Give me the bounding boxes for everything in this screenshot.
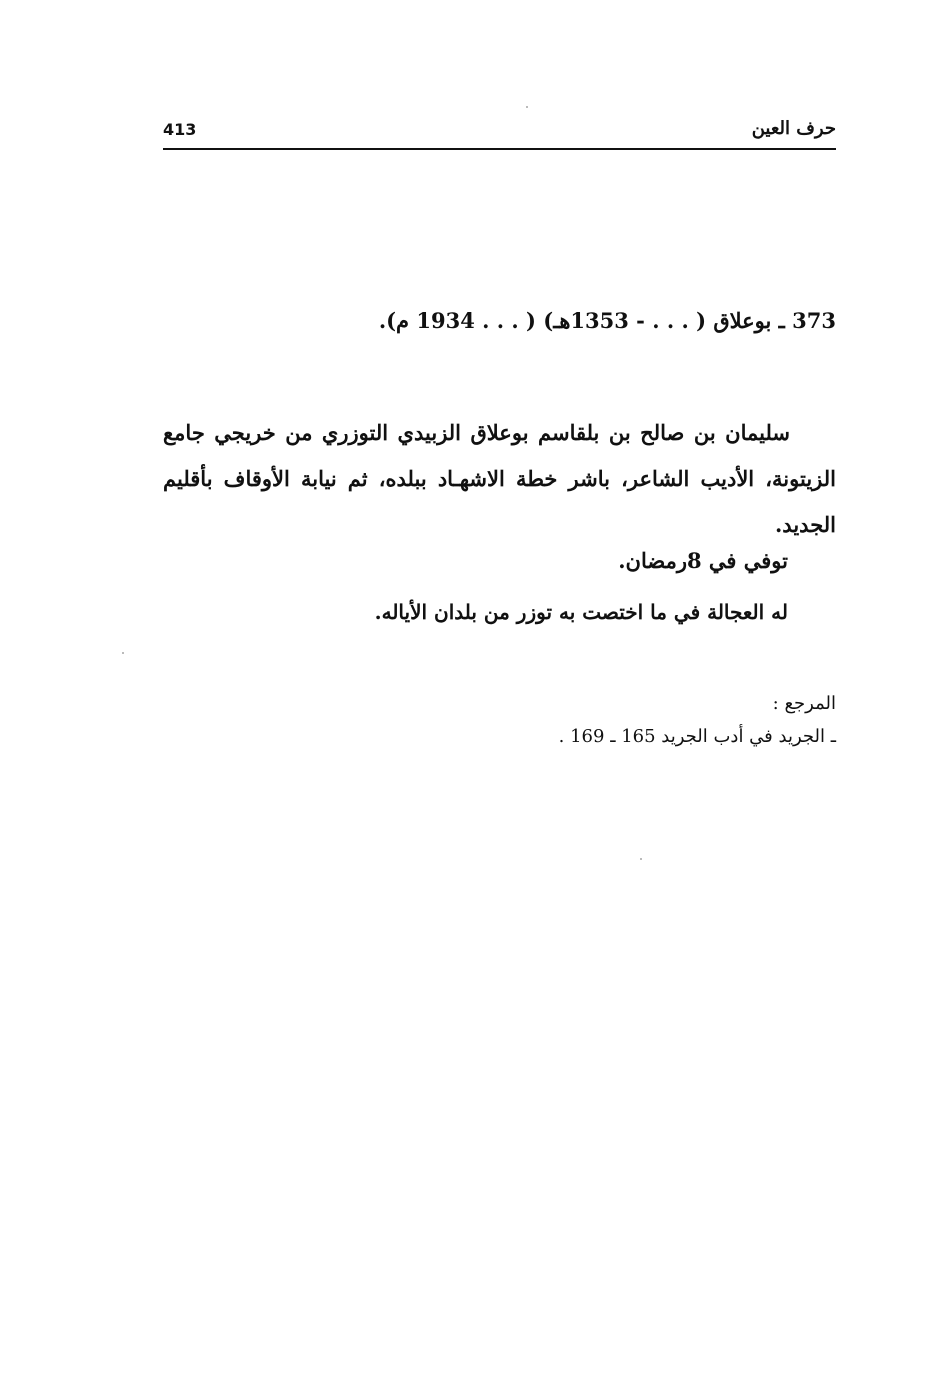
header-rule [163,148,836,150]
page-number: 413 [163,120,197,139]
scan-speck [640,858,642,860]
reference-item: ـ الجريد في أدب الجريد 165 ـ 169 . [558,726,836,747]
entry-death-date: توفي في 8رمضان. [618,548,788,573]
running-head: حرف العين [751,118,836,139]
references-heading: المرجع : [772,693,836,714]
entry-title: 373 ـ بوعلاق ( . . . - 1353هـ) ( . . . 1934 م). [378,308,836,333]
scan-speck [526,106,528,108]
scan-speck [122,652,124,654]
entry-biography: سليمان بن صالح بن بلقاسم بوعلاق الزبيدي التوزري من خريجي جامع الزيتونة، الأديب الشاعر، باشر خطة الاشهـاد ببلده، ثم نيابة الأوقاف بأقليم الجديد. [163,420,836,537]
page-header [163,118,836,148]
entry-works: له العجالة في ما اختصت به توزر من بلدان الأياله. [374,600,788,624]
